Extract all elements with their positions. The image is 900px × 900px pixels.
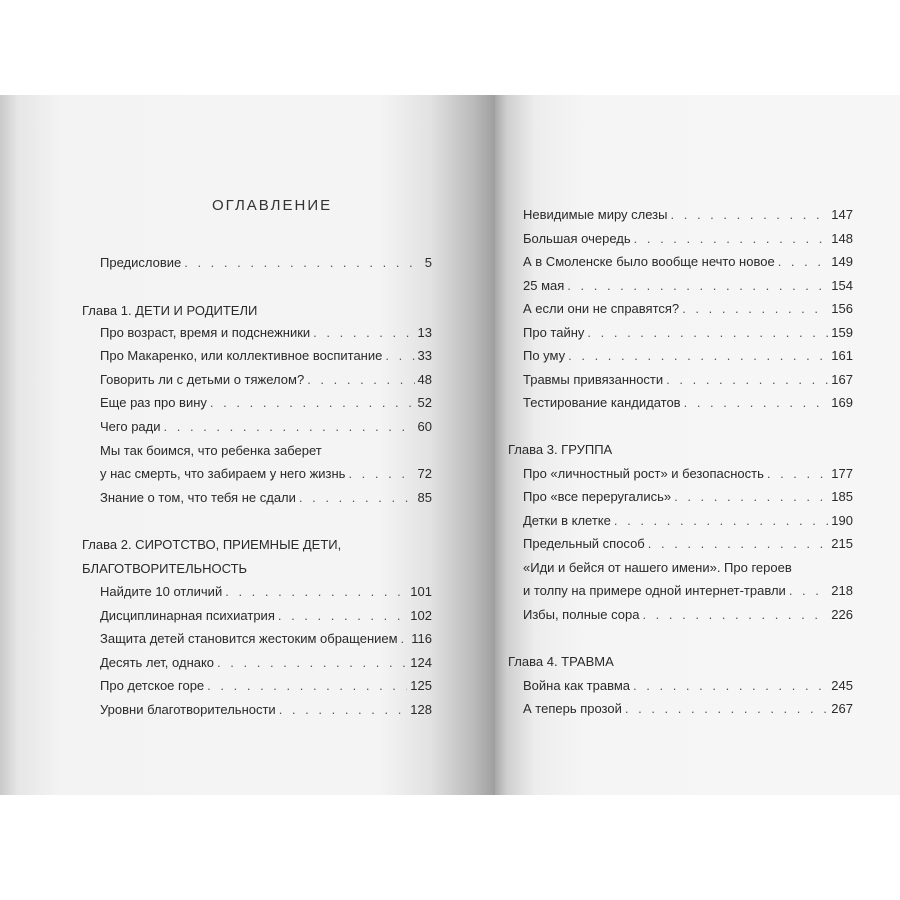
toc-entry: Война как травма . . . 245 [523,676,853,696]
toc-entry: у нас смерть, что забираем у него жизнь . . . 72 [100,464,432,484]
toc-entry: Про «все переругались» . . . 185 [523,487,853,507]
toc-entry: Про возраст, время и подснежники . . . 13 [100,323,432,343]
toc-entry: Предельный способ . . . 215 [523,534,853,554]
toc-entry: А теперь прозой . . . 267 [523,699,853,719]
toc-entry: Защита детей становится жестоким обращением . . . 116 [100,629,432,649]
toc-entry: Говорить ли с детьми о тяжелом? . . . 48 [100,370,432,390]
toc-entry: Невидимые миру слезы . . . 147 [523,205,853,225]
toc-entry: Десять лет, однако . . . 124 [100,653,432,673]
toc-entry: Чего ради . . . 60 [100,417,432,437]
toc-entry: Про тайну . . . 159 [523,323,853,343]
toc-entry: Избы, полные сора . . . 226 [523,605,853,625]
chapter-heading: Глава 4. ТРАВМА [508,654,614,669]
toc-entry: Дисциплинарная психиатрия . . . 102 [100,606,432,626]
toc-entry: Знание о том, что тебя не сдали . . . 85 [100,488,432,508]
open-book [0,95,900,795]
chapter-heading: БЛАГОТВОРИТЕЛЬНОСТЬ [82,561,248,576]
toc-entry: Травмы привязанности . . . 167 [523,370,853,390]
chapter-heading: Глава 3. ГРУППА [508,442,613,457]
toc-entry-line: «Иди и бейся от нашего имени». Про героев [523,560,792,575]
toc-entry: Про «личностный рост» и безопасность . . . 177 [523,464,853,484]
toc-entry: А в Смоленске было вообще нечто новое . . . 149 [523,252,853,272]
toc-entry: и толпу на примере одной интернет-травли . . . 218 [523,581,853,601]
toc-entry: 25 мая . . . 154 [523,276,853,296]
left-page [0,95,495,795]
toc-entry: Тестирование кандидатов . . . 169 [523,393,853,413]
chapter-heading: Глава 1. ДЕТИ И РОДИТЕЛИ [82,303,258,318]
toc-entry: Найдите 10 отличий . . . 101 [100,582,432,602]
toc-entry: Детки в клетке . . . 190 [523,511,853,531]
toc-entry: Еще раз про вину . . . 52 [100,393,432,413]
toc-entry-line: Мы так боимся, что ребенка заберет [100,443,322,458]
toc-title: ОГЛАВЛЕНИЕ [212,197,333,214]
toc-entry: Уровни благотворительности . . . 128 [100,700,432,720]
toc-entry: Предисловие . . . 5 [100,253,432,273]
toc-entry: Про Макаренко, или коллективное воспитание . . . 33 [100,346,432,366]
chapter-heading: Глава 2. СИРОТСТВО, ПРИЕМНЫЕ ДЕТИ, [82,537,342,552]
toc-entry: А если они не справятся? . . . 156 [523,299,853,319]
toc-entry: Большая очередь . . . 148 [523,229,853,249]
toc-entry: Про детское горе . . . 125 [100,676,432,696]
toc-entry: По уму . . . 161 [523,346,853,366]
